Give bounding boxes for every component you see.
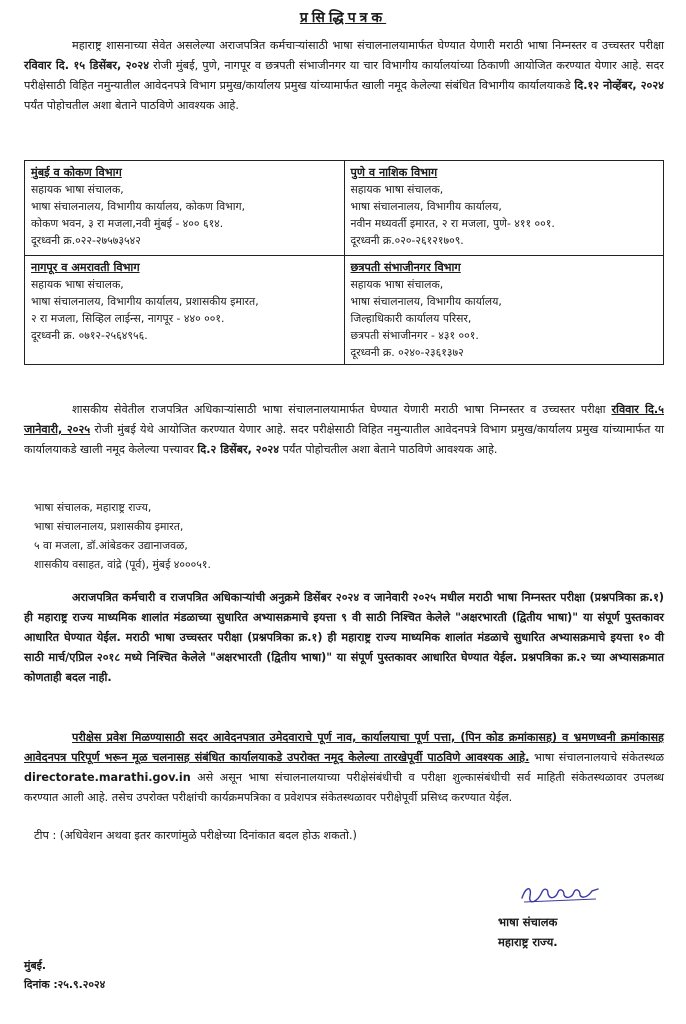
place: मुंबई. [24,959,47,972]
paragraph-nongazetted-exam: महाराष्ट्र शासनाच्या सेवेत असलेल्या अराजपत्रित कर्मचाऱ्यांसाठी भाषा संचालनालयामार्फत घेण्यात येणारी मराठी भाषा निम्नस्तर व उच्चस्तर परीक्षा रविवार दि. १५ डिसेंबर, २०२४ रोजी मुंबई, पुणे, नागपूर व छत्रपती संभाजीनगर या चार विभागीय कार्यालयांच्या ठिकाणी आयोजित करण्यात येणार आहे. सदर परीक्षेसाठी विहित नमुन्यातील आवेदनपत्रे विभाग प्रमुख/कार्यालय प्रमुख यांच्यामार्फत खाली नमूद केलेल्या संबंधित विभागीय कार्यालयाकडे दि.१२ नोव्हेंबर, २०२४ पर्यंत पोहोचतील अशा बेताने पाठविणे आवश्यक आहे. [24,39,664,112]
directorate-address: भाषा संचालक, महाराष्ट्र राज्य, भाषा संचालनालय, प्रशासकीय इमारत, ५ वा मजला, डॉ.आंबेडकर उद्यानाजवळ, शासकीय वसाहत, वांद्रे (पूर्व), मुंबई ४०००५१. [34,501,211,571]
office-chhatrapati-sambhajinagar: छत्रपती संभाजीनगर विभाग सहायक भाषा संचालक, भाषा संचालनालय, विभागीय कार्यालय, जिल्हाधिकारी कार्यालय परिसर, छत्रपती संभाजीनगर - ४३१ ००१. दूरध्वनी क्र. ०२४०-२३६१३७२ [344,256,664,365]
exam-date-dec: रविवार दि. १५ डिसेंबर, २०२४ [24,59,150,72]
document-title: प्रसिद्धिपत्रक [299,10,387,26]
exam-date-jan: रविवार दि.५ जानेवारी, २०२५ [24,403,664,436]
signature [516,880,606,908]
office-title: पुणे व नाशिक विभाग [350,166,438,179]
place-and-date [24,956,224,994]
divisional-offices-table [24,160,664,365]
paragraph-gazetted-exam: शासकीय सेवेतील राजपत्रित अधिकाऱ्यांसाठी भाषा संचालनालयामार्फत घेण्यात येणारी मराठी भाषा निम्नस्तर व उच्चस्तर परीक्षा रविवार दि.५ जानेवारी, २०२५ रोजी मुंबई येथे आयोजित करण्यात येणार आहे. सदर परीक्षेसाठी विहित नमुन्यातील आवेदनपत्रे विभाग प्रमुख/कार्यालय प्रमुख यांच्यामार्फत या कार्यालयाकडे खाली नमूद केलेल्या पत्त्यावर दि.२ डिसेंबर, २०२४ पर्यंत पोहोचतील अशा बेताने पाठविणे आवश्यक आहे. [24,403,664,456]
website-link[interactable]: directorate.marathi.gov.in [24,771,191,784]
office-pune-nashik: पुणे व नाशिक विभाग सहायक भाषा संचालक, भाषा संचालनालय, विभागीय कार्यालय, नवीन मध्यवर्ती इमारत, २ रा मजला, पुणे- ४११ ००१. दूरध्वनी क्र.०२०-२६१२१७०९. [344,161,664,256]
paragraph-application-instructions: परीक्षेस प्रवेश मिळण्यासाठी सदर आवेदनपत्रात उमेदवाराचे पूर्ण नाव, कार्यालयाचा पूर्ण पत्ता, (पिन कोड क्रमांकासह) व भ्रमणध्वनी क्रमांकासह आवेदनपत्र परिपूर्ण भरून मूळ चलनासह संबंधित कार्यालयाकडे उपरोक्त नमूद केलेल्या तारखेपूर्वी पाठविणे आवश्यक आहे. भाषा संचालनालयाचे संकेतस्थळ directorate.marathi.gov.in असे असून भाषा संचालनालयाच्या परीक्षेसंबंधीची व परीक्षा शुल्कासंबंधीची सर्व माहिती संकेतस्थळावर उपलब्ध करण्यात आली आहे. तसेच उपरोक्त परीक्षांची कार्यक्रमपत्रिका व प्रवेशपत्र संकेतस्थळावर परीक्षेपूर्वी प्रसिध्द करण्यात येईल. [24,731,664,804]
deadline-dec: दि.२ डिसेंबर, २०२४ [197,443,280,456]
office-title: छत्रपती संभाजीनगर विभाग [350,261,461,274]
date: दिनांक :२५.९.२०२४ [24,978,106,991]
application-requirements: परीक्षेस प्रवेश मिळण्यासाठी सदर आवेदनपत्रात उमेदवाराचे पूर्ण नाव, कार्यालयाचा पूर्ण पत्ता, (पिन कोड क्रमांकासह) व भ्रमणध्वनी क्रमांकासह आवेदनपत्र परिपूर्ण भरून मूळ चलनासह संबंधित कार्यालयाकडे उपरोक्त नमूद केलेल्या तारखेपूर्वी पाठविणे आवश्यक आहे. [24,731,664,764]
paragraph-syllabus: अराजपत्रित कर्मचारी व राजपत्रित अधिकाऱ्यांची अनुक्रमे डिसेंबर २०२४ व जानेवारी २०२५ मधील मराठी भाषा निम्नस्तर परीक्षा (प्रश्नपत्रिका क्र.१) ही महाराष्ट्र राज्य माध्यमिक शालांत मंडळाच्या सुधारित अभ्यासक्रमाचे इयत्ता ९ वी साठी निश्चित केलेले "अक्षरभारती (द्वितीय भाषा)" या संपूर्ण पुस्तकावर आधारित घेण्यात येईल. मराठी भाषा उच्चस्तर परीक्षा (प्रश्नपत्रिका क्र.१) ही महाराष्ट्र राज्य माध्यमिक शालांत मंडळाचे सुधारित अभ्यासक्रमाचे इयत्ता १० वी साठी मार्च/एप्रिल २०१८ मध्ये निश्चित केलेले "अक्षरभारती (द्वितीय भाषा)" या संपूर्ण पुस्तकावर आधारित घेण्यात येईल. प्रश्नपत्रिका क्र.२ च्या अभ्यासक्रमात कोणताही बदल नाही. [24,591,664,684]
office-mumbai-konkan: मुंबई व कोकण विभाग सहायक भाषा संचालक, भाषा संचालनालय, विभागीय कार्यालय, कोकण विभाग, कोकण भवन, ३ रा मजला,नवी मुंबई - ४०० ६१४. दूरध्वनी क्र.०२२-२७५७३५४२ [25,161,345,256]
deadline-nov: दि.१२ नोव्हेंबर, २०२४ [574,79,664,92]
office-title: नागपूर व अमरावती विभाग [31,261,140,274]
note: टीप : (अधिवेशन अथवा इतर कारणांमुळे परीक्षेच्या दिनांकात बदल होऊ शकतो.) [34,829,357,842]
office-title: मुंबई व कोकण विभाग [31,166,122,179]
office-nagpur-amravati: नागपूर व अमरावती विभाग सहायक भाषा संचालक, भाषा संचालनालय, विभागीय कार्यालय, प्रशासकीय इमारत, २ रा मजला, सिव्हिल लाईन्स, नागपूर - ४४० ००१. दूरध्वनी क्र. ०७१२-२५६४९५६. [25,256,345,365]
signatory-designation: भाषा संचालक महाराष्ट्र राज्य. [498,915,558,949]
